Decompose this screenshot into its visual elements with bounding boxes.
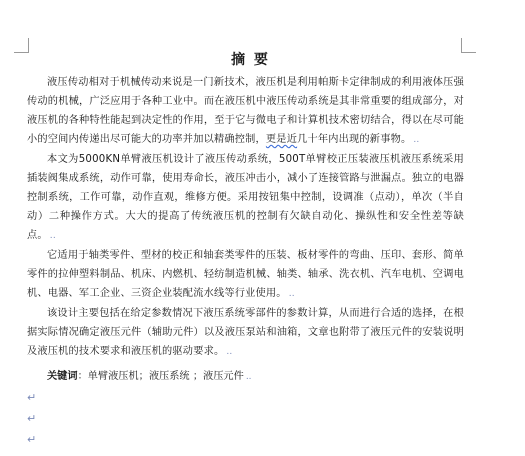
spellcheck-flagged-text: 更是近 [265, 134, 298, 145]
keywords-text: ：单臂液压机；液压系统 ；液压元件 [77, 371, 244, 382]
paragraph-1-text: 液压传动相对于机械传动来说是一门新技术，液压机是利用帕斯卡定律制成的利用液体压强传动的机械，广泛应用于各种工业中。而在液压机中液压传动系统是其非常重要的组成部分，对液压机的各种特性能起到决定性的作用，至于它与微电子和计算机技术密切结合，得以在尽可能小的空间内传递出尽可能大的功率并加以精确控制， [27, 77, 464, 145]
abstract-title: 摘 要 [231, 52, 270, 68]
empty-paragraph-mark: ↵ [27, 412, 37, 425]
paragraph-end-mark: .. [288, 289, 295, 299]
paragraph-3-text: 它适用于轴类零件、型材的校正和轴套类零件的压装、板材零件的弯曲、压印、套形、简单零件的拉伸塑料制品、机床、内燃机、轻纺制造机械、轴类、轴承、洗衣机、汽车电机、空调电机、电器、军工企业、三资企业装配流水线等行业使用。 [27, 250, 464, 299]
empty-paragraph-mark: ↵ [27, 433, 37, 446]
keywords-line [27, 367, 464, 387]
abstract-paragraph-1 [27, 73, 464, 150]
paragraph-end-mark: .. [413, 135, 420, 145]
abstract-paragraph-2 [27, 150, 464, 246]
abstract-paragraph-4 [27, 304, 464, 362]
paragraph-1-text-end: 几十年内出现的新事物。 [297, 134, 412, 145]
paragraph-2-text: 本文为5000KN单臂液压机设计了液压传动系统，500T单臂校正压装液压机液压系统采用插装阀集成系统，动作可靠，使用寿命长，液压冲击小，减小了连接管路与泄漏点。独立的电器控制系统，工作可靠，动作直观，维修方便。采用按钮集中控制，设调准（点动），单次（半自动）二种操作方式。大大的提高了传统液压机的控制有欠缺自动化、操纵性和安全性差等缺点。 [27, 154, 464, 241]
paragraph-end-mark: .. [245, 372, 252, 382]
paragraph-4-text: 该设计主要包括在给定参数情况下液压系统零部件的参数计算，从而进行合适的选择，在根据实际情况确定液压元件（辅助元件）以及液压泵站和油箱，文章也附带了液压元件的安装说明及液压机的技术要求和液压机的驱动要求。 [27, 308, 464, 357]
abstract-paragraph-3 [27, 246, 464, 304]
empty-paragraph-mark: ↵ [27, 391, 37, 404]
keywords-label: 关键词 [47, 371, 78, 382]
paragraph-end-mark: .. [49, 231, 56, 241]
document-body[interactable] [27, 50, 464, 450]
paragraph-end-mark: .. [226, 347, 233, 357]
